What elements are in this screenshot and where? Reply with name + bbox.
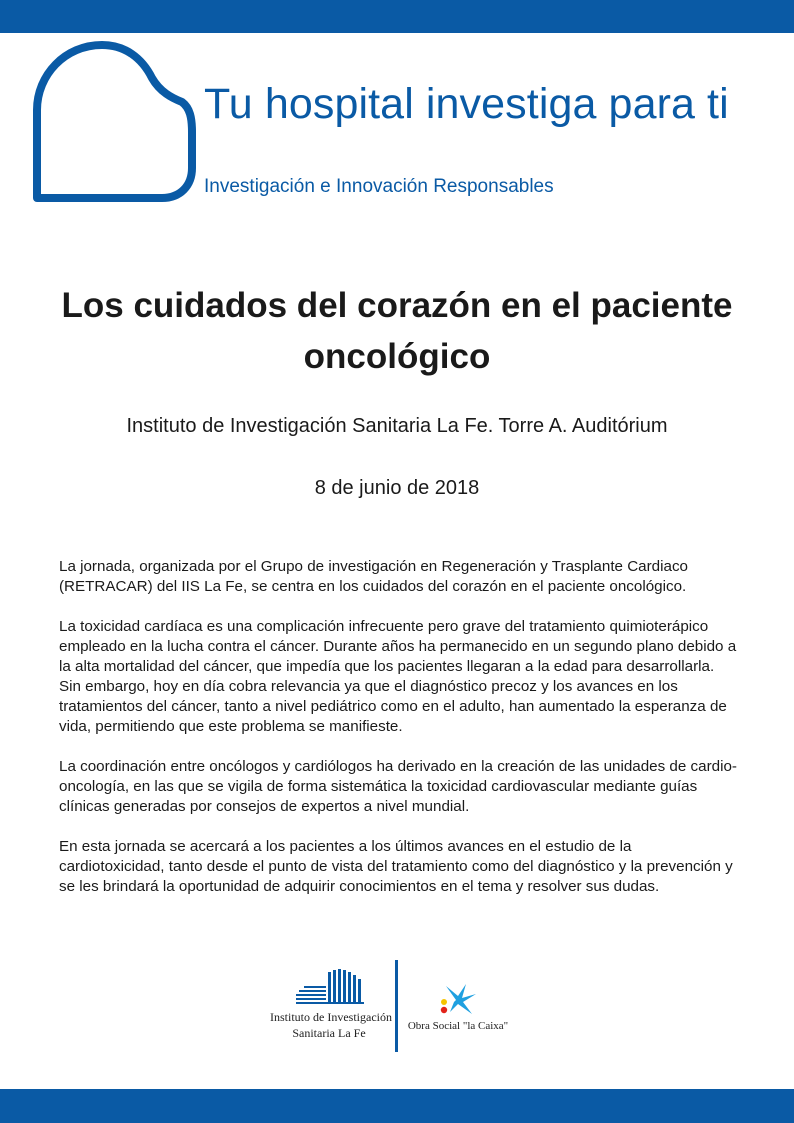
caixa-logo-text: Obra Social "la Caixa" bbox=[407, 1020, 509, 1032]
event-date: 8 de junio de 2018 bbox=[314, 477, 480, 499]
event-description bbox=[59, 557, 739, 917]
paragraph: En esta jornada se acercará a los pacientes a los últimos avances en el estudio de la cardiotoxicidad, tanto desde el punto de vista del tratamiento como del diagnóstico y la prevención y se les brindará la oportunidad de adquirir conocimientos en el tema y resolver sus dudas. bbox=[59, 838, 733, 895]
top-banner bbox=[0, 0, 794, 33]
caixa-star-icon bbox=[436, 982, 478, 1018]
iis-building-icon bbox=[296, 968, 366, 1006]
iis-la-fe-logo bbox=[270, 968, 392, 1048]
iis-logo-text-line2: Sanitaria La Fe bbox=[292, 1026, 366, 1040]
page-headline: Tu hospital investiga para ti bbox=[204, 80, 729, 128]
heart-outline-icon bbox=[30, 40, 200, 205]
iis-logo-text-line1: Instituto de Investigación bbox=[270, 1010, 392, 1024]
event-title: Los cuidados del corazón en el paciente oncológico bbox=[61, 286, 733, 376]
paragraph: La toxicidad cardíaca es una complicación infrecuente pero grave del tratamiento quimioterápico empleado en la lucha contra el cáncer. Durante años ha permanecido en un segundo plano debido a la alta mortalidad del cáncer, que impedía que los pacientes llegaran a la edad para desarrollarla. Sin embargo, hoy en día cobra relevancia ya que el diagnóstico precoz y los avances en los tratamientos del cáncer, tanto a nivel pediátrico como en el adulto, han aumentado la esperanza de vida, permitiendo que este problema se manifieste. bbox=[59, 618, 737, 735]
sponsor-logos bbox=[270, 960, 530, 1055]
paragraph: La jornada, organizada por el Grupo de investigación en Regeneración y Trasplante Cardiaco (RETRACAR) del IIS La Fe, se centra en los cuidados del corazón en el paciente oncológico. bbox=[59, 558, 688, 595]
page-subheadline: Investigación e Innovación Responsables bbox=[204, 176, 554, 197]
paragraph: La coordinación entre oncólogos y cardiólogos ha derivado en la creación de las unidades de cardio-oncología, en las que se vigila de forma sistemática la toxicidad cardiovascular mediante guías clínicas generadas por consejos de expertos a nivel mundial. bbox=[59, 758, 737, 815]
logo-divider bbox=[395, 960, 398, 1052]
obra-social-la-caixa-logo bbox=[406, 982, 510, 1037]
bottom-banner bbox=[0, 1089, 794, 1123]
event-venue: Instituto de Investigación Sanitaria La Fe. Torre A. Auditórium bbox=[126, 415, 668, 437]
